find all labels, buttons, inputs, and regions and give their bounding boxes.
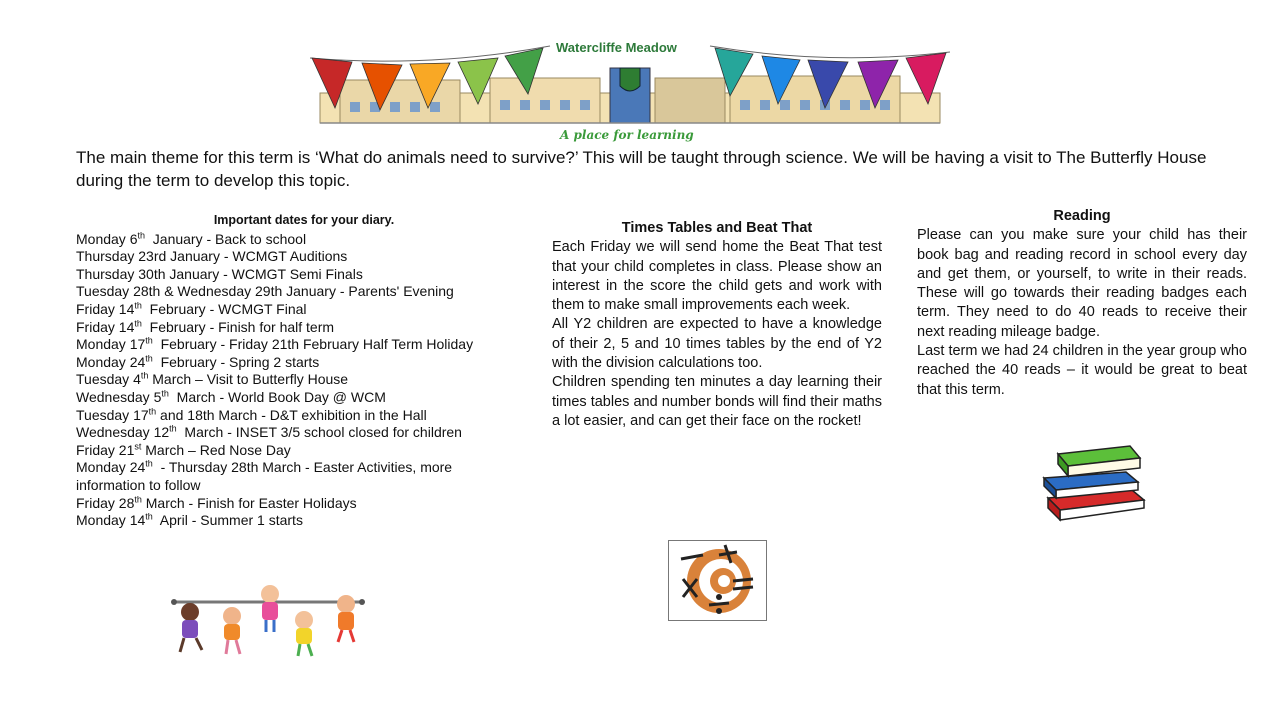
date-row: Wednesday 5th March - World Book Day @ WCM	[76, 388, 386, 405]
times-tables-section	[552, 219, 882, 431]
times-tables-paragraph: Children spending ten minutes a day learning their times tables and number bonds will find their maths a lot easier, and can get their face on the rocket!	[552, 374, 882, 429]
date-row: Friday 14th February - Finish for half term	[76, 317, 335, 335]
times-tables-heading: Times Tables and Beat That	[621, 220, 813, 236]
times-tables-paragraph: All Y2 children are expected to have a knowledge of their 2, 5 and 10 times tables by the end of Y2 with the division calculations too.	[552, 316, 882, 372]
important-dates-section	[76, 212, 536, 530]
date-row: Thursday 30th January - WCMGT Semi Finals	[76, 265, 363, 282]
reading-paragraph: Please can you make sure your child has their book bag and reading record in school every day and get them, or yourself, to write in their reads. These will go towards their reading badges each term. They need to do 40 reads to receive their next reading mileage badge.	[917, 227, 1247, 340]
date-row: Thursday 23rd January - WCMGT Auditions	[76, 248, 348, 265]
date-row: Friday 21st March – Red Nose Day	[76, 441, 291, 458]
date-row: Friday 14th February - WCMGT Final	[76, 300, 307, 317]
reading-section	[917, 207, 1247, 400]
date-row: Monday 24th - Thursday 28th March - Easter Activities, more information to follow	[76, 458, 456, 493]
times-tables-paragraph: Each Friday we will send home the Beat That test that your child completes in class. Please show an interest in the score the child gets and work with them to make small improvements each week.	[552, 239, 882, 314]
date-row: Monday 6th January - Back to school	[76, 229, 307, 247]
reading-paragraph: Last term we had 24 children in the year group who reached the 40 reads – it would be great to beat that this term.	[917, 343, 1247, 398]
date-row: Tuesday 17th and 18th March - D&T exhibition in the Hall	[76, 405, 427, 423]
date-row: Monday 14th April - Summer 1 starts	[76, 511, 303, 529]
date-row: Monday 24th February - Spring 2 starts	[76, 353, 320, 370]
important-dates-heading: Important dates for your diary.	[213, 213, 395, 227]
date-row: Monday 17th February - Friday 21th February Half Term Holiday	[76, 335, 474, 353]
maths-symbols-icon	[668, 540, 767, 621]
reading-heading: Reading	[1053, 208, 1111, 224]
date-row: Tuesday 28th & Wednesday 29th January - Parents' Evening	[76, 283, 454, 300]
date-row: Wednesday 12th March - INSET 3/5 school closed for children	[76, 423, 462, 441]
book-stack-icon	[1034, 438, 1154, 524]
children-hanging-bar-illustration	[170, 580, 366, 660]
date-list	[76, 231, 536, 530]
intro-text: The main theme for this term is ‘What do animals need to survive?’ This will be taught through science. We will be having a visit to The Butterfly House during the term to develop this topic.	[76, 148, 1207, 190]
date-row: Friday 28th March - Finish for Easter Holidays	[76, 493, 357, 511]
school-name: Watercliffe Meadow	[556, 40, 677, 55]
date-row: Tuesday 4th March – Visit to Butterfly House	[76, 370, 349, 388]
school-tagline: A place for learning	[560, 128, 694, 142]
